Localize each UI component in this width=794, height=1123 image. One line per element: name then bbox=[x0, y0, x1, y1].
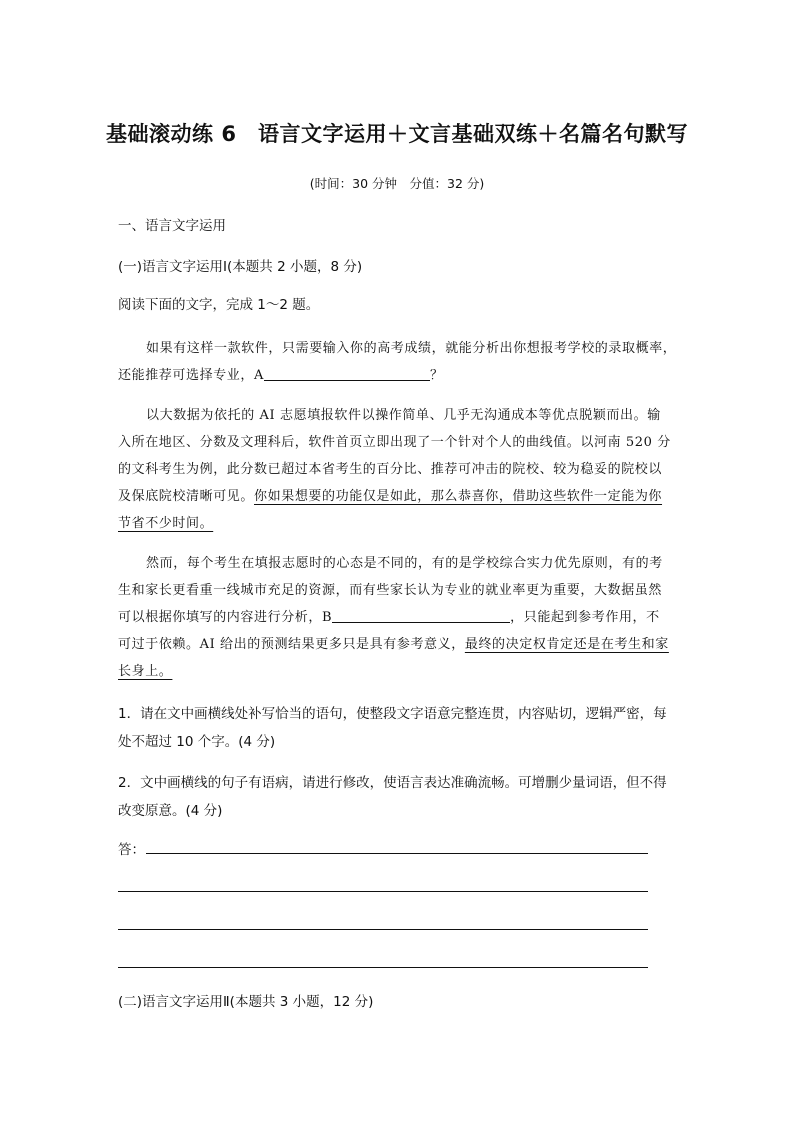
underlined-sentence: 节省不少时间。 bbox=[118, 516, 214, 531]
section-heading: 一、语言文字运用 bbox=[118, 218, 226, 234]
passage-line bbox=[118, 633, 669, 652]
page-title: 基础滚动练 6 语言文字运用＋文言基础双练＋名篇名句默写 bbox=[106, 122, 688, 146]
question-1: 1．请在文中画横线处补写恰当的语句，使整段文字语意完整连贯，内容贴切，逻辑严密，每 bbox=[118, 706, 667, 722]
question-1-cont: 处不超过 10 个字。(4 分) bbox=[118, 734, 276, 750]
passage-line bbox=[118, 485, 662, 504]
underlined-sentence: 长身上。 bbox=[118, 664, 173, 679]
passage-line bbox=[118, 364, 444, 383]
page-subtitle: (时间：30 分钟 分值：32 分) bbox=[309, 176, 485, 191]
part-heading-1: (一)语言文字运用Ⅰ(本题共 2 小题，8 分) bbox=[118, 259, 363, 275]
answer-label: 答： bbox=[118, 842, 145, 858]
passage-text: ，只能起到参考作用，不 bbox=[510, 610, 660, 625]
passage-line: 的文科考生为例，此分数已超过本省考生的百分比、推荐可冲击的院校、较为稳妥的院校以 bbox=[118, 462, 663, 477]
passage-line: 入所在地区、分数及文理科后，软件首页立即出现了一个针对个人的曲线值。以河南 520 分 bbox=[118, 435, 671, 450]
answer-line[interactable] bbox=[118, 929, 648, 930]
passage-text: 及保底院校清晰可见。 bbox=[118, 489, 255, 504]
passage-text: 可以根据你填写的内容进行分析，B bbox=[118, 610, 333, 625]
passage-text: ？ bbox=[430, 368, 444, 383]
answer-line[interactable] bbox=[118, 967, 648, 968]
passage-line: 生和家长更看重一线城市充足的资源，而有些家长认为专业的就业率更为重要，大数据虽然 bbox=[118, 583, 663, 598]
passage-text: 可过于依赖。AI 给出的预测结果更多只是具有参考意义， bbox=[118, 637, 465, 652]
question-2-cont: 改变原意。(4 分) bbox=[118, 803, 223, 819]
underlined-sentence: 最终的决定权肯定还是在考生和家 bbox=[464, 637, 669, 652]
part-heading-2: (二)语言文字运用Ⅱ(本题共 3 小题，12 分) bbox=[118, 994, 374, 1010]
blank-b bbox=[332, 608, 510, 623]
underlined-sentence: 你如果想要的功能仅是如此，那么恭喜你，借助这些软件一定能为你 bbox=[254, 489, 663, 504]
passage-line: 如果有这样一款软件，只需要输入你的高考成绩，就能分析出你想报考学校的录取概率， bbox=[146, 341, 677, 356]
passage-line bbox=[118, 512, 213, 531]
answer-line[interactable] bbox=[146, 853, 648, 854]
blank-a bbox=[264, 366, 430, 381]
passage-line: 以大数据为依托的 AI 志愿填报软件以操作简单、几乎无沟通成本等优点脱颖而出。输 bbox=[146, 408, 661, 423]
answer-line[interactable] bbox=[118, 891, 648, 892]
passage-line bbox=[118, 660, 172, 679]
reading-instruction: 阅读下面的文字，完成 1～2 题。 bbox=[118, 297, 320, 313]
passage-line: 然而，每个考生在填报志愿时的心态是不同的，有的是学校综合实力优先原则，有的考 bbox=[146, 556, 663, 571]
question-2: 2．文中画横线的句子有语病，请进行修改，使语言表达准确流畅。可增删少量词语，但不得 bbox=[118, 775, 667, 791]
passage-text: 还能推荐可选择专业，A bbox=[118, 368, 264, 383]
passage-line bbox=[118, 606, 660, 625]
